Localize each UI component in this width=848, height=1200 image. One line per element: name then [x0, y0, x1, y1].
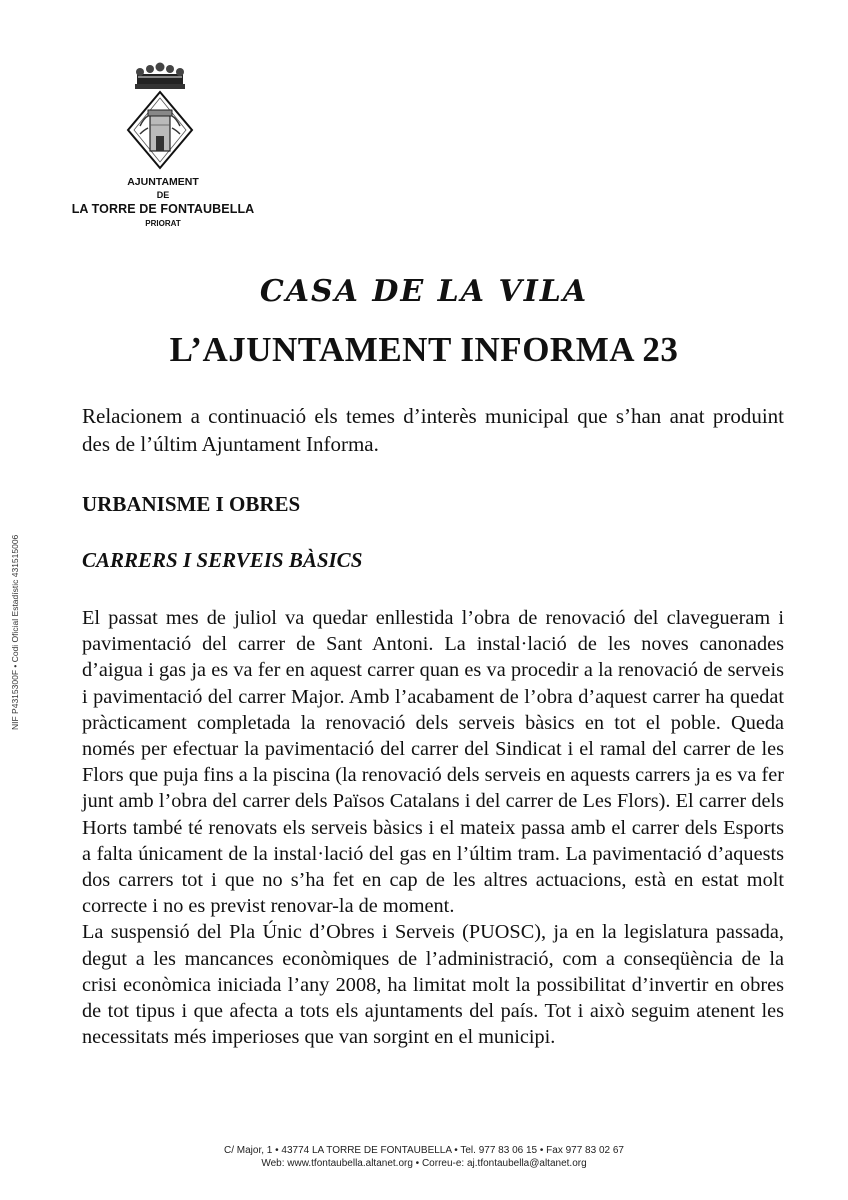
letterhead-region: PRIORAT	[145, 219, 181, 228]
section-heading: URBANISME I OBRES	[82, 492, 301, 516]
side-registration-text: NIF P4315300F • Codi Oficial Estadístic 431515006	[10, 534, 20, 730]
footer-contact: Web: www.tfontaubella.altanet.org • Correu-e: aj.tfontaubella@altanet.org	[261, 1158, 587, 1169]
letterhead	[40, 176, 286, 229]
sub-heading: CARRERS I SERVEIS BÀSICS	[82, 548, 363, 572]
gothic-heading: CASA DE LA VILA	[259, 274, 589, 309]
body-paragraph: La suspensió del Pla Únic d’Obres i Serveis (PUOSC), ja en la legislatura passada, degut a les mancances econòmiques de l’administració, com a conseqüència de la crisi econòmica iniciada l’any 2008, ha limitat molt la possibilitat d’invertir en obres de tot tipus i que afecta a tots els ajuntaments del país. Tot i això seguim atenent les necessitats més imperioses que van sorgint en el municipi.	[82, 921, 784, 1049]
intro-paragraph: Relacionem a continuació els temes d’interès municipal que s’han anat produint des de l’últim Ajuntament Informa.	[82, 404, 784, 456]
letterhead-line: DE	[156, 190, 170, 200]
footer	[0, 1144, 848, 1170]
page-title: L’AJUNTAMENT INFORMA 23	[169, 330, 679, 369]
body-paragraph: El passat mes de juliol va quedar enllestida l’obra de renovació del clavegueram i pavimentació del carrer de Sant Antoni. La instal·lació de les noves canonades d’aigua i gas ja es va fer en aquest carrer quan es va procedir a la renovació de serveis i pavimentació del carrer Major. Amb l’acabament de l’obra d’aquest carrer ha quedat pràcticament completada la renovació dels serveis bàsics en tot el poble. Queda només per efectuar la pavimentació del carrer del Sindicat i el ramal del carrer de les Flors que puja fins a la piscina (la renovació dels serveis en aquests carrers ja es va fer junt amb l’obra del carrer dels Països Catalans i del carrer de Les Flors). El carrer dels Horts també té renovats els serveis bàsics i el mateix passa amb el carrer dels Esports a falta únicament de la instal·lació del gas en l’últim tram. La pavimentació d’aquests dos carrers tot i que no s’ha fet en cap de les altres actuacions, està en estat molt correcte i no es previst renovar-la de moment.	[82, 607, 784, 918]
coat-of-arms-icon	[120, 60, 200, 180]
letterhead-line: AJUNTAMENT	[127, 176, 199, 188]
letterhead-municipality: LA TORRE DE FONTAUBELLA	[71, 202, 255, 216]
footer-address: C/ Major, 1 • 43774 LA TORRE DE FONTAUBELLA • Tel. 977 83 06 15 • Fax 977 83 02 67	[224, 1145, 624, 1156]
body-text	[82, 605, 784, 1050]
